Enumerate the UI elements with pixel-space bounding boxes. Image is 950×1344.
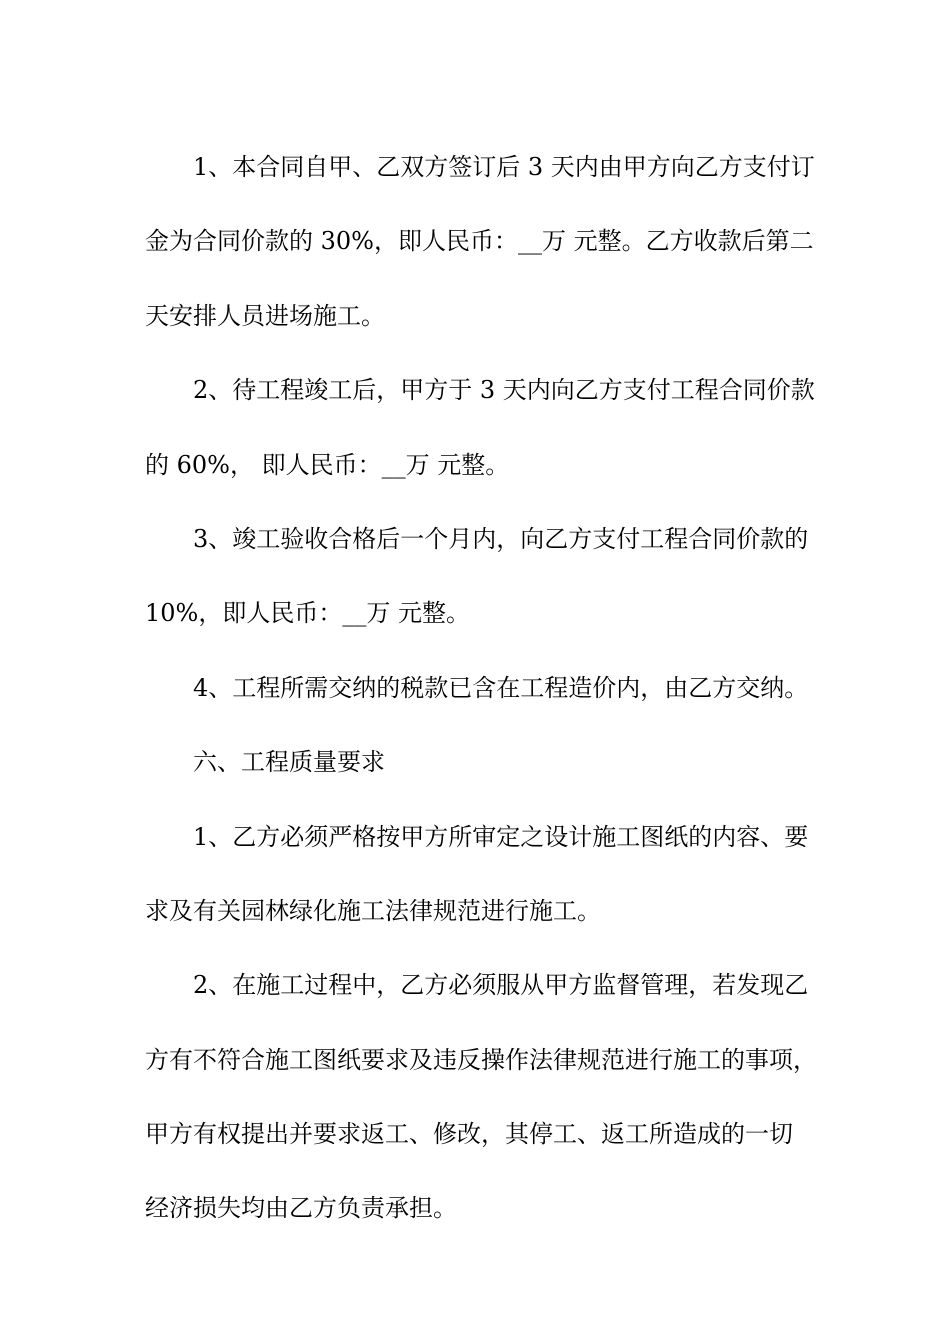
text-line: 的 60%， 即人民币：__万 元整。	[145, 450, 510, 479]
text-line: 方有不符合施工图纸要求及违反操作法律规范进行施工的事项，	[145, 1045, 817, 1074]
text-line: 2、在施工过程中，乙方必须服从甲方监督管理，若发现乙	[193, 971, 809, 1000]
text-line: 甲方有权提出并要求返工、修改，其停工、返工所造成的一切	[145, 1120, 793, 1149]
payment-clause-3	[145, 502, 815, 651]
quality-clause-1	[145, 800, 815, 949]
text-line: 天安排人员进场施工。	[145, 301, 385, 330]
text-line: 经济损失均由乙方负责承担。	[145, 1194, 457, 1223]
quality-clause-2	[145, 948, 815, 1246]
text-line: 1、乙方必须严格按甲方所审定之设计施工图纸的内容、要	[193, 822, 809, 851]
text-line: 4、工程所需交纳的税款已含在工程造价内，由乙方交纳。	[193, 673, 809, 702]
payment-clause-4	[145, 651, 815, 725]
text-line: 2、待工程竣工后，甲方于 3 天内向乙方支付工程合同价款	[193, 376, 815, 405]
text-line: 10%，即人民币：__万 元整。	[145, 599, 470, 628]
section-heading: 六、工程质量要求	[193, 748, 385, 777]
section-heading-quality	[145, 725, 815, 799]
text-line: 求及有关园林绿化施工法律规范进行施工。	[145, 896, 601, 925]
document-body	[145, 130, 815, 1246]
payment-clause-2	[145, 353, 815, 502]
text-line: 金为合同价款的 30%，即人民币：__万 元整。乙方收款后第二	[145, 227, 814, 256]
text-line: 3、竣工验收合格后一个月内，向乙方支付工程合同价款的	[193, 524, 809, 553]
text-line: 1、本合同自甲、乙双方签订后 3 天内由甲方向乙方支付订	[193, 153, 815, 181]
payment-clause-1	[145, 130, 815, 353]
